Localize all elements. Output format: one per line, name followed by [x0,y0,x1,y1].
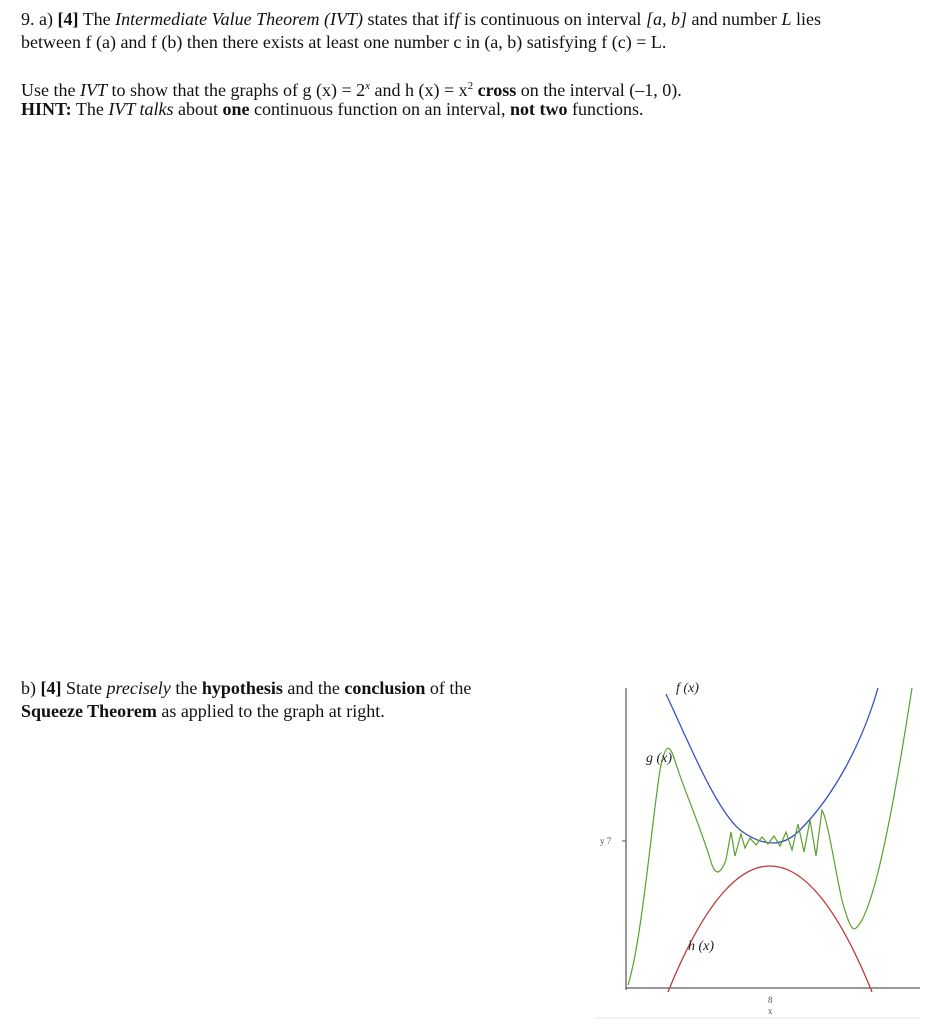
y-axis-label: y 7 [600,836,612,846]
question-a-task: Use the IVT to show that the graphs of g $(x) = 2^x$ and h $(x) = x^2$ cross on the interval (–1, 0). [21,80,682,100]
question-b-line-1: b) [4] State precisely the hypothesis and the conclusion of the [21,678,472,698]
question-a-hint: HINT: The IVT talks about one continuous function on an interval, not two functions. [21,99,644,119]
x-tick-label: 8 [768,995,773,1005]
question-number: 9. a) [21,9,53,29]
question-b-label: b) [21,678,36,698]
label-f: f (x) [676,681,699,696]
question-a-line-1: 9. a) [4] The Intermediate Value Theorem (IVT) states that iff is continuous on interval [a, b] and number L lies [21,9,821,29]
points-a: [4] [57,9,79,29]
question-b-line-2: Squeeze Theorem as applied to the graph at right. [21,701,385,721]
g-curve [628,688,912,985]
question-a-line-2: between f (a) and f (b) then there exists at least one number c in (a, b) satisfying f (c) = L. [21,32,667,52]
hint-label: HINT: [21,99,72,119]
label-h: h (x) [688,939,715,954]
points-b: [4] [40,678,62,698]
squeeze-graph [590,660,930,1024]
theorem-name: Intermediate Value Theorem [115,9,320,29]
label-g: g (x) [646,751,673,766]
x-axis-label: x [768,1006,773,1016]
h-curve [668,866,872,992]
f-curve [666,688,878,843]
